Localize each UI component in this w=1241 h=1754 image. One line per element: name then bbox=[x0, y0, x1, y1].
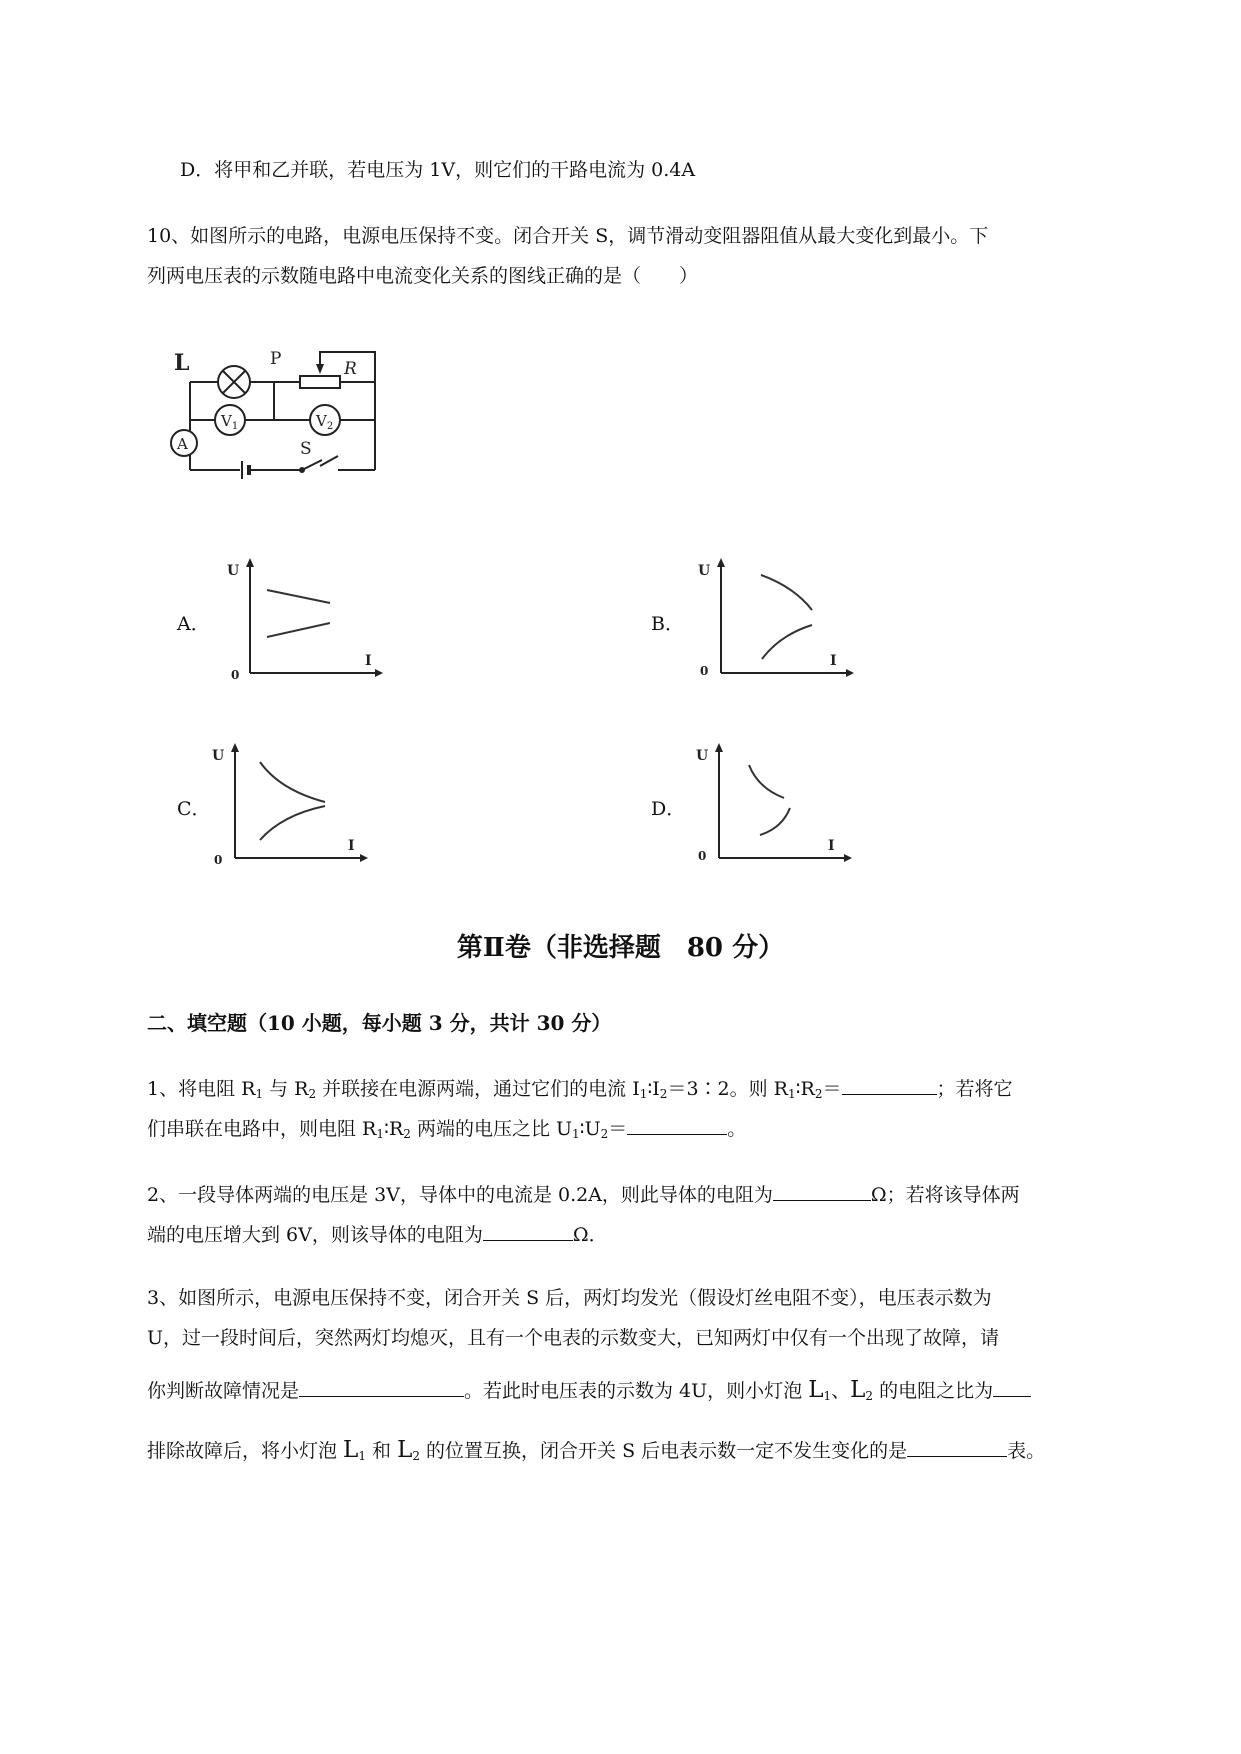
svg-text:U: U bbox=[227, 563, 240, 579]
option-a-line-falling bbox=[267, 590, 330, 603]
circuit-diagram bbox=[170, 340, 390, 490]
voltmeter-v1-label: $V_1$ bbox=[221, 412, 239, 432]
option-b-curve-rising bbox=[762, 625, 812, 659]
option-c-graph bbox=[210, 740, 370, 870]
option-a-line-rising bbox=[267, 623, 330, 637]
lamp-label: L bbox=[174, 350, 190, 376]
slider-label: P bbox=[270, 349, 282, 369]
fill-q3-blank-1[interactable] bbox=[299, 1376, 464, 1397]
svg-text:U: U bbox=[696, 748, 709, 764]
lamp-symbol bbox=[218, 366, 250, 398]
ammeter-label: A bbox=[177, 435, 188, 453]
fill-q1-blank-1[interactable] bbox=[842, 1074, 937, 1095]
fill-in-blank-heading: 二、填空题（10 小题，每小题 3 分，共计 30 分） bbox=[147, 1011, 612, 1035]
option-b-graph bbox=[696, 555, 856, 685]
fill-q3-blank-2[interactable] bbox=[993, 1376, 1031, 1397]
option-d-curve-falling bbox=[749, 765, 784, 798]
option-d-graph bbox=[694, 740, 854, 870]
fill-q3-line4: 排除故障后，将小灯泡 $L_1$ 和 $L_2$ 的位置互换，闭合开关 S 后电表示数一定不发生变化的是 表。 bbox=[147, 1437, 1046, 1463]
fill-q3-line2: U，过一段时间后，突然两灯均熄灭，且有一个电表的示数变大，已知两灯中仅有一个出现了故障，请 bbox=[147, 1327, 1000, 1349]
svg-text:I: I bbox=[828, 838, 835, 854]
fill-q2-blank-2[interactable] bbox=[483, 1220, 573, 1241]
option-d-label: D． bbox=[651, 798, 686, 820]
fill-q2-blank-1[interactable] bbox=[773, 1180, 871, 1201]
svg-text:0: 0 bbox=[214, 853, 223, 867]
slider-arrow bbox=[316, 364, 324, 374]
option-c-label: C． bbox=[177, 798, 211, 820]
svg-text:I: I bbox=[348, 838, 355, 854]
fill-q1-line2: 们串联在电路中，则电阻 $R_1∶R_2$ 两端的电压之比 $U_1∶U_2=$ 。 bbox=[147, 1114, 1157, 1146]
fill-q3-line3: 你判断故障情况是 。若此时电压表的示数为 4U，则小灯泡 $L_1$、$L_2$ 的电阻之比为 bbox=[147, 1376, 1157, 1408]
q9-option-d: D．将甲和乙并联，若电压为 1V，则它们的干路电流为 0.4A bbox=[180, 159, 696, 181]
option-a-graph bbox=[225, 555, 385, 685]
svg-text:U: U bbox=[212, 748, 225, 764]
q10-stem-line2: 列两电压表的示数随电路中电流变化关系的图线正确的是（ ） bbox=[147, 265, 699, 287]
svg-text:I: I bbox=[830, 653, 837, 669]
svg-text:0: 0 bbox=[698, 849, 707, 863]
option-c-curve-falling bbox=[260, 762, 325, 802]
resistor-symbol bbox=[300, 376, 340, 388]
svg-text:I: I bbox=[365, 653, 372, 669]
switch-label: S bbox=[300, 439, 312, 459]
fill-q1-line1: 1、将电阻 $R_1$ 与 $R_2$ 并联接在电源两端，通过它们的电流 $I_1∶I_2=3∶2$。则 $R_1∶R_2=$ ；若将它 bbox=[147, 1074, 1157, 1106]
voltmeter-v2-label: $V_2$ bbox=[316, 412, 334, 432]
fill-q1-blank-2[interactable] bbox=[627, 1114, 727, 1135]
fill-q3-blank-3[interactable] bbox=[907, 1436, 1007, 1457]
option-b-curve-falling bbox=[761, 575, 812, 610]
fill-q2-line1: 2、一段导体两端的电压是 3V，导体中的电流是 0.2A，则此导体的电阻为 Ω；若将该导体两 bbox=[147, 1180, 1157, 1207]
option-c-curve-rising bbox=[260, 806, 325, 840]
q10-stem-line1: 10、如图所示的电路，电源电压保持不变。闭合开关 S，调节滑动变阻器阻值从最大变化到最小。下 bbox=[147, 225, 989, 247]
resistor-label: R bbox=[344, 359, 357, 379]
fill-q3-line1: 3、如图所示，电源电压保持不变，闭合开关 S 后，两灯均发光（假设灯丝电阻不变），电压表示数为 bbox=[147, 1287, 992, 1309]
svg-text:0: 0 bbox=[231, 668, 240, 682]
svg-text:U: U bbox=[698, 563, 711, 579]
fill-q2-line2: 端的电压增大到 6V，则该导体的电阻为 Ω． bbox=[147, 1220, 1157, 1247]
option-d-curve-rising bbox=[760, 808, 790, 835]
svg-text:0: 0 bbox=[700, 664, 709, 678]
section-2-title: 第Ⅱ卷（非选择题 80 分） bbox=[456, 933, 785, 963]
option-b-label: B． bbox=[651, 613, 684, 635]
option-a-label: A． bbox=[177, 613, 210, 635]
